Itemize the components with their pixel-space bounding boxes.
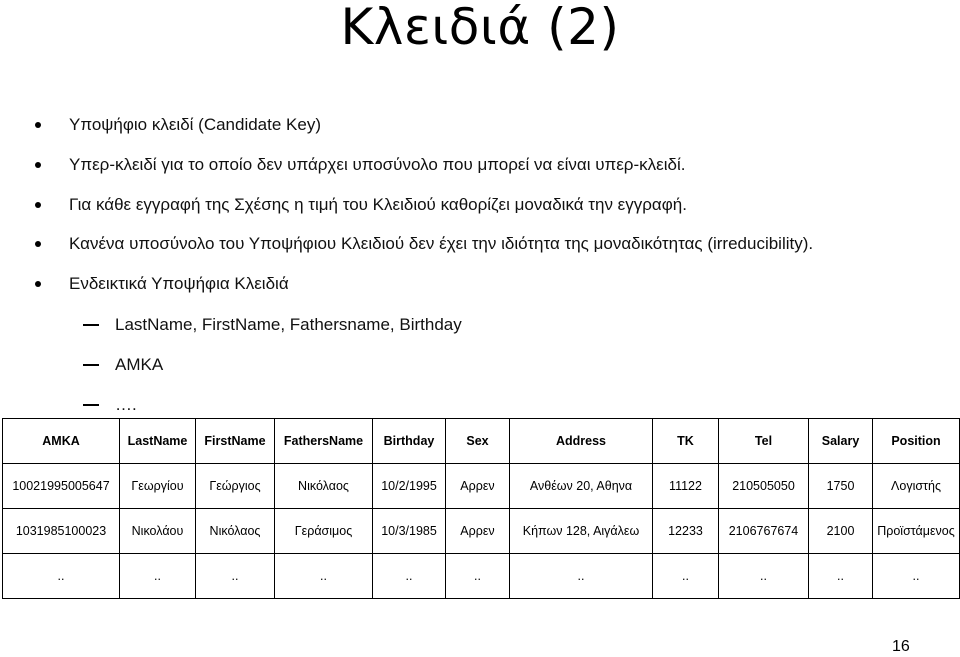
table-cell: 2106767674 (719, 509, 809, 554)
table-cell: .. (719, 554, 809, 599)
table-cell: Γεώργιος (196, 464, 275, 509)
table-cell: Νικόλαος (196, 509, 275, 554)
table-cell: 10/2/1995 (373, 464, 446, 509)
table-cell: 10021995005647 (3, 464, 120, 509)
table-row (3, 554, 960, 599)
table-cell: 11122 (653, 464, 719, 509)
column-header: LastName (120, 419, 196, 464)
table-cell: 12233 (653, 509, 719, 554)
table-cell: Αρρεν (446, 464, 510, 509)
table-cell: Νικόλαος (275, 464, 373, 509)
column-header: FathersName (275, 419, 373, 464)
column-header: Position (873, 419, 960, 464)
table-cell: Αρρεν (446, 509, 510, 554)
table-cell: Γεωργίου (120, 464, 196, 509)
column-header: Tel (719, 419, 809, 464)
column-header: TK (653, 419, 719, 464)
table-cell: .. (873, 554, 960, 599)
table-cell: .. (809, 554, 873, 599)
table-cell: 1750 (809, 464, 873, 509)
dash-icon (83, 364, 99, 366)
column-header: Birthday (373, 419, 446, 464)
table-header-row (3, 419, 960, 464)
table-cell: 2100 (809, 509, 873, 554)
dash-icon (83, 324, 99, 326)
bullet-item (35, 152, 685, 178)
bullet-text: Για κάθε εγγραφή της Σχέσης η τιμή του Κλειδιού καθορίζει μοναδικά την εγγραφή. (69, 195, 687, 214)
table-row (3, 464, 960, 509)
column-header: Salary (809, 419, 873, 464)
table-cell: Προϊστάμενος (873, 509, 960, 554)
sub-item-text: …. (115, 395, 137, 414)
table-cell: 210505050 (719, 464, 809, 509)
table-cell: Νικολάου (120, 509, 196, 554)
bullet-dot-icon (35, 281, 41, 287)
slide-title: Κλειδιά (2) (340, 0, 620, 56)
table-cell: .. (3, 554, 120, 599)
table-cell: .. (446, 554, 510, 599)
bullet-text: Υποψήφιο κλειδί (Candidate Key) (69, 115, 321, 134)
bullet-text: Υπερ-κλειδί για το οποίο δεν υπάρχει υποσύνολο που μπορεί να είναι υπερ-κλειδί. (69, 155, 686, 174)
bullet-item (35, 231, 813, 257)
bullet-text: Ενδεικτικά Υποψήφια Κλειδιά (69, 274, 289, 293)
table-cell: .. (510, 554, 653, 599)
page-number: 16 (892, 638, 910, 655)
bullet-text: Κανένα υποσύνολο του Υποψήφιου Κλειδιού δεν έχει την ιδιότητα της μοναδικότητας (irreducibility). (69, 234, 814, 253)
table-cell: .. (653, 554, 719, 599)
table-cell: 1031985100023 (3, 509, 120, 554)
sub-item-text: ΑΜΚΑ (115, 355, 164, 374)
sub-item (83, 312, 462, 338)
table-cell: Λογιστής (873, 464, 960, 509)
table-cell: 10/3/1985 (373, 509, 446, 554)
candidate-keys-table (2, 418, 960, 599)
sub-item (83, 352, 163, 378)
dash-icon (83, 404, 99, 406)
bullet-dot-icon (35, 241, 41, 247)
bullet-item (35, 271, 289, 297)
table-cell: .. (120, 554, 196, 599)
sub-item (83, 392, 137, 418)
bullet-item (35, 192, 687, 218)
column-header: FirstName (196, 419, 275, 464)
table-cell: Γεράσιμος (275, 509, 373, 554)
bullet-item (35, 112, 321, 138)
column-header: Sex (446, 419, 510, 464)
bullet-dot-icon (35, 202, 41, 208)
table-cell: .. (373, 554, 446, 599)
table-cell: Κήπων 128, Αιγάλεω (510, 509, 653, 554)
table-cell: Ανθέων 20, Αθηνα (510, 464, 653, 509)
sub-item-text: LastName, FirstName, Fathersname, Birthday (115, 315, 462, 334)
bullet-dot-icon (35, 122, 41, 128)
bullet-dot-icon (35, 162, 41, 168)
table-cell: .. (196, 554, 275, 599)
table-row (3, 509, 960, 554)
column-header: Address (510, 419, 653, 464)
table-cell: .. (275, 554, 373, 599)
column-header: AMKA (3, 419, 120, 464)
